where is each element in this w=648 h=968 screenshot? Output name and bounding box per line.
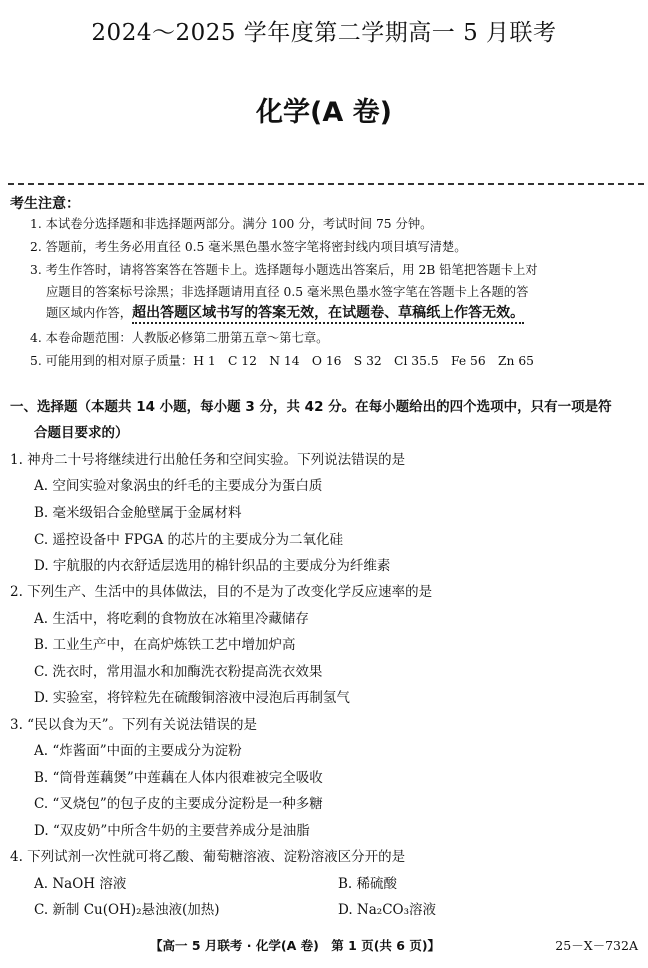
notice-item: 5. 可能用到的相对原子质量：H 1 C 12 N 14 O 16 S 32 Cl 35.5 Fe 56 Zn 65 <box>30 354 534 368</box>
question-option: A. 生活中，将吃剩的食物放在冰箱里冷藏储存 <box>34 611 309 627</box>
emphasized-warning: 超出答题区域书写的答案无效，在试题卷、草稿纸上作答无效。 <box>132 305 524 324</box>
section-heading: 一、选择题（本题共 14 小题，每小题 3 分，共 42 分。在每小题给出的四个选项中，只有一项是符 <box>10 399 612 415</box>
paper-code: 25－X－732A <box>555 938 638 953</box>
notice-item: 4. 本卷命题范围：人教版必修第二册第五章～第七章。 <box>30 331 329 345</box>
notice-item: 1. 本试卷分选择题和非选择题两部分。满分 100 分，考试时间 75 分钟。 <box>30 217 433 231</box>
dashed-divider <box>8 183 644 185</box>
notice-text: 题区域内作答， <box>46 306 133 320</box>
notice-item-continued: 应题目的答案标号涂黑；非选择题请用直径 0.5 毫米黑色墨水签字笔在答题卡上各题的答 <box>46 285 529 299</box>
notice-item: 3. 考生作答时，请将答案答在答题卡上。选择题每小题选出答案后，用 2B 铅笔把答题卡上对 <box>30 263 538 277</box>
question-option: A. NaOH 溶液 <box>34 876 127 892</box>
question-option: C. 新制 Cu(OH)₂悬浊液(加热) <box>34 902 220 918</box>
section-heading-continued: 合题目要求的） <box>34 425 129 441</box>
question-stem: 2. 下列生产、生活中的具体做法，目的不是为了改变化学反应速率的是 <box>10 584 433 600</box>
question-option: C. 洗衣时，常用温水和加酶洗衣粉提高洗衣效果 <box>34 664 323 680</box>
notice-item: 2. 答题前，考生务必用直径 0.5 毫米黑色墨水签字笔将密封线内项目填写清楚。 <box>30 240 467 254</box>
question-option: B. “筒骨莲藕煲”中莲藕在人体内很难被完全吸收 <box>34 770 323 786</box>
notice-item-continued <box>46 303 524 323</box>
question-option: D. “双皮奶”中所含牛奶的主要营养成分是油脂 <box>34 823 310 839</box>
question-stem: 4. 下列试剂一次性就可将乙酸、葡萄糖溶液、淀粉溶液区分开的是 <box>10 849 406 865</box>
notice-title: 考生注意： <box>10 196 80 212</box>
question-option: D. 宇航服的内衣舒适层选用的棉针织品的主要成分为纤维素 <box>34 558 391 574</box>
page-footer: 【高一 5 月联考 · 化学(A 卷) 第 1 页(共 6 页)】 <box>150 938 441 953</box>
exam-title: 2024～2025 学年度第二学期高一 5 月联考 <box>91 20 557 46</box>
question-option: D. Na₂CO₃溶液 <box>338 902 437 918</box>
question-stem: 3. “民以食为天”。下列有关说法错误的是 <box>10 717 257 733</box>
question-option: A. “炸酱面”中面的主要成分为淀粉 <box>34 743 242 759</box>
question-stem: 1. 神舟二十号将继续进行出舱任务和空间实验。下列说法错误的是 <box>10 452 406 468</box>
question-option: A. 空间实验对象涡虫的纤毛的主要成分为蛋白质 <box>34 478 323 494</box>
question-option: C. “叉烧包”的包子皮的主要成分淀粉是一种多糖 <box>34 796 323 812</box>
question-option: B. 工业生产中，在高炉炼铁工艺中增加炉高 <box>34 637 296 653</box>
question-option: D. 实验室，将锌粒先在硫酸铜溶液中浸泡后再制氢气 <box>34 690 350 706</box>
question-option: B. 毫米级铝合金舱壁属于金属材料 <box>34 505 242 521</box>
question-option: C. 遥控设备中 FPGA 的芯片的主要成分为二氧化硅 <box>34 532 343 548</box>
subject-title: 化学(A 卷) <box>256 97 392 128</box>
question-option: B. 稀硫酸 <box>338 876 398 892</box>
